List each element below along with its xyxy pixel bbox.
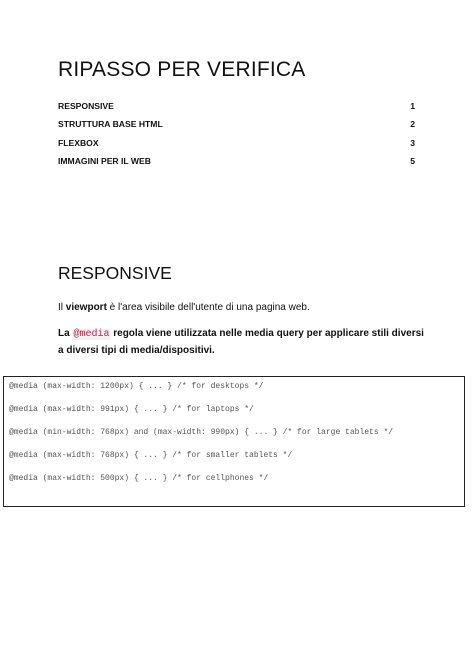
intro-suffix: è l'area visibile dell'utente di una pagina web. [106, 302, 310, 313]
toc-entry-page: 3 [410, 137, 415, 148]
section-heading: RESPONSIVE [58, 263, 172, 283]
document-title: RIPASSO PER VERIFICA [58, 58, 306, 81]
media-rule-paragraph [58, 326, 428, 358]
viewport-term: viewport [65, 302, 107, 313]
media-inline-code: @media [73, 329, 110, 340]
toc-entry-page: 2 [410, 119, 415, 130]
toc-entry[interactable] [58, 117, 415, 135]
intro-prefix: Il [58, 302, 66, 313]
code-line: @media (max-width: 1200px) { ... } /* for desktops */ [9, 382, 264, 391]
code-line: @media (max-width: 500px) { ... } /* for cellphones */ [9, 474, 269, 483]
media-suffix: regola viene utilizzata nelle media query per applicare stili diversi a diversi tipi di media/dispositivi. [58, 328, 424, 356]
toc-entry-label: FLEXBOX [58, 137, 99, 148]
media-prefix: La [58, 328, 73, 339]
toc-entry-label: STRUTTURA BASE HTML [58, 119, 163, 130]
toc-entry[interactable] [58, 136, 415, 154]
code-line: @media (max-width: 991px) { ... } /* for laptops */ [9, 405, 254, 414]
toc-entry[interactable] [58, 154, 415, 172]
toc-entry-label: RESPONSIVE [58, 101, 114, 111]
toc-entry-page: 5 [410, 155, 415, 166]
toc-entry-page: 1 [410, 101, 415, 111]
code-line: @media (min-width: 768px) and (max-width: 990px) { ... } /* for large tablets */ [9, 428, 394, 437]
toc-entry[interactable] [58, 99, 415, 117]
table-of-contents [58, 99, 415, 172]
toc-entry-label: IMMAGINI PER IL WEB [58, 155, 151, 166]
code-line: @media (max-width: 768px) { ... } /* for smaller tablets */ [9, 451, 293, 460]
code-block [3, 376, 465, 507]
viewport-paragraph [58, 302, 310, 313]
